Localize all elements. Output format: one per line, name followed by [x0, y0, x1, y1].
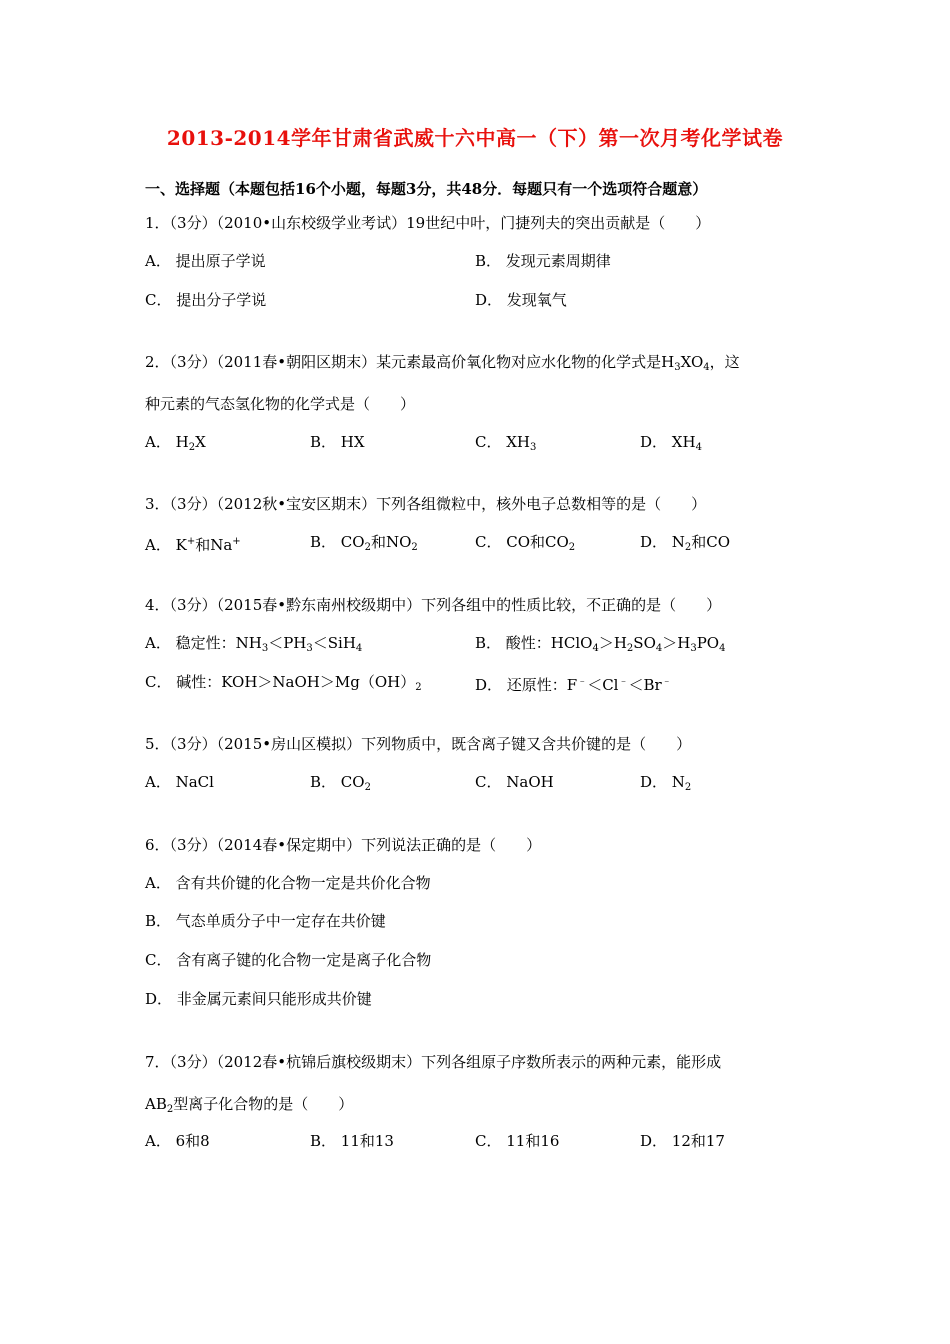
q5-option-c: C． NaOH: [475, 773, 554, 791]
section-heading: 一、选择题（本题包括16个小题，每题3分，共48分．每题只有一个选项符合题意）: [145, 180, 708, 198]
q5-option-a: A． NaCl: [145, 773, 214, 791]
q3-option-a: A． K+和Na+: [145, 536, 241, 554]
q5-option-b: B． $CO_2$: [310, 773, 371, 793]
q4-option-c: C． 碱性：$KOH>NaOH>Mg(OH)_2$: [145, 673, 422, 693]
question-4-stem: 4．（3分）（2015春•黔东南州校级期中）下列各组中的性质比较，不正确的是（ ）: [145, 596, 722, 614]
q3-option-d: D． $N_2$和CO: [640, 533, 731, 553]
q3-option-c: C． CO和$CO_2$: [475, 533, 576, 553]
q5-option-d: D． $N_2$: [640, 773, 692, 793]
q7-option-a: A． 6和8: [145, 1132, 210, 1150]
q7-option-c: C． 11和16: [475, 1132, 560, 1150]
q6-option-a: A． 含有共价键的化合物一定是共价化合物: [145, 874, 431, 892]
q2-option-b: B． HX: [310, 433, 365, 451]
question-5-stem: 5．（3分）（2015•房山区模拟）下列物质中，既含离子键又含共价键的是（ ）: [145, 735, 692, 753]
q2-option-d: D． $XH_4$: [640, 433, 702, 453]
q1-option-a: A． 提出原子学说: [145, 252, 266, 270]
q6-option-c: C． 含有离子键的化合物一定是离子化合物: [145, 951, 432, 969]
question-2-stem-cont: 种元素的气态氢化物的化学式是（ ）: [145, 395, 416, 413]
q4-option-d: D． 还原性：F﹣＜Cl﹣＜Br﹣: [475, 676, 672, 694]
q3-option-b: B． $CO_2$和$NO_2$: [310, 533, 418, 553]
question-2-stem: 2．（3分）（2011春•朝阳区期末）某元素最高价氧化物对应水化物的化学式是$H_3XO_4$，这: [145, 353, 740, 373]
q4-option-a: A． 稳定性：$NH_3<PH_3<SiH_4$: [145, 634, 363, 654]
q1-option-b: B． 发现元素周期律: [475, 252, 611, 270]
question-6-stem: 6．（3分）（2014春•保定期中）下列说法正确的是（ ）: [145, 836, 542, 854]
q6-option-d: D． 非金属元素间只能形成共价键: [145, 990, 372, 1008]
q7-option-d: D． 12和17: [640, 1132, 725, 1150]
question-7-stem-cont: $AB_2$型离子化合物的是（ ）: [145, 1095, 354, 1115]
question-7-stem: 7．（3分）（2012春•杭锦后旗校级期末）下列各组原子序数所表示的两种元素，能形成: [145, 1053, 722, 1071]
q1-option-c: C． 提出分子学说: [145, 291, 267, 309]
question-3-stem: 3．（3分）（2012秋•宝安区期末）下列各组微粒中，核外电子总数相等的是（ ）: [145, 495, 707, 513]
q1-option-d: D． 发现氧气: [475, 291, 567, 309]
q2-option-c: C． $XH_3$: [475, 433, 537, 453]
q6-option-b: B． 气态单质分子中一定存在共价键: [145, 912, 386, 930]
q4-option-b: B． 酸性：$HClO_4>H_2SO_4>H_3PO_4$: [475, 634, 726, 654]
question-1-stem: 1．（3分）（2010•山东校级学业考试）19世纪中叶，门捷列夫的突出贡献是（ ）: [145, 214, 711, 232]
q7-option-b: B． 11和13: [310, 1132, 394, 1150]
exam-title: 2013-2014学年甘肃省武威十六中高一（下）第一次月考化学试卷: [166, 126, 784, 150]
q2-option-a: A． $H_2X$: [145, 433, 206, 453]
